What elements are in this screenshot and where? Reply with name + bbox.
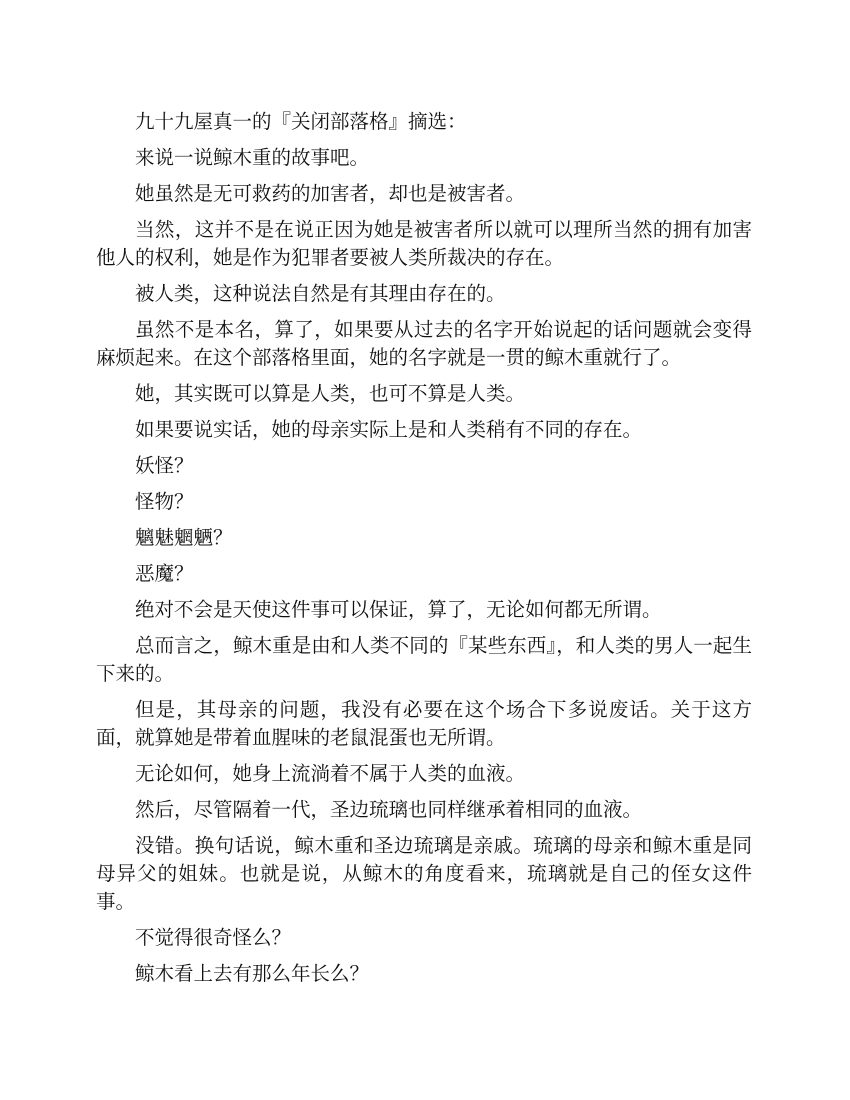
paragraph-15: 但是，其母亲的问题，我没有必要在这个场合下多说废话。关于这方面，就算她是带着血腥味的老鼠混蛋也无所谓。	[96, 698, 752, 749]
paragraph-9: 妖怪？	[135, 454, 194, 477]
paragraph-13: 绝对不会是天使这件事可以保证，算了，无论如何都无所谓。	[135, 598, 662, 621]
paragraph-11: 魑魅魍魉？	[135, 526, 233, 549]
paragraph-14: 总而言之，鲸木重是由和人类不同的『某些东西』，和人类的男人一起生下来的。	[96, 634, 752, 685]
paragraph-2: 来说一说鲸木重的故事吧。	[135, 146, 370, 169]
paragraph-3: 她虽然是无可救药的加害者，却也是被害者。	[135, 182, 526, 205]
document-body	[96, 108, 752, 996]
paragraph-20: 鲸木看上去有那么年长么？	[135, 962, 370, 985]
paragraph-5: 被人类，这种说法自然是有其理由存在的。	[135, 282, 506, 305]
paragraph-19: 不觉得很奇怪么？	[135, 926, 292, 949]
paragraph-10: 怪物？	[135, 490, 194, 513]
paragraph-18: 没错。换句话说，鲸木重和圣边琉璃是亲戚。琉璃的母亲和鲸木重是同母异父的姐妹。也就是说，从鲸木的角度看来，琉璃就是自己的侄女这件事。	[96, 834, 752, 913]
paragraph-8: 如果要说实话，她的母亲实际上是和人类稍有不同的存在。	[135, 418, 643, 441]
paragraph-6: 虽然不是本名，算了，如果要从过去的名字开始说起的话问题就会变得麻烦起来。在这个部落格里面，她的名字就是一贯的鲸木重就行了。	[96, 318, 752, 369]
paragraph-7: 她，其实既可以算是人类，也可不算是人类。	[135, 382, 526, 405]
paragraph-4: 当然，这并不是在说正因为她是被害者所以就可以理所当然的拥有加害他人的权利，她是作为犯罪者要被人类所裁决的存在。	[96, 218, 752, 269]
paragraph-1: 九十九屋真一的『关闭部落格』摘选：	[135, 110, 467, 133]
paragraph-12: 恶魔？	[135, 562, 194, 585]
paragraph-16: 无论如何，她身上流淌着不属于人类的血液。	[135, 762, 526, 785]
paragraph-17: 然后，尽管隔着一代，圣边琉璃也同样继承着相同的血液。	[135, 798, 643, 821]
